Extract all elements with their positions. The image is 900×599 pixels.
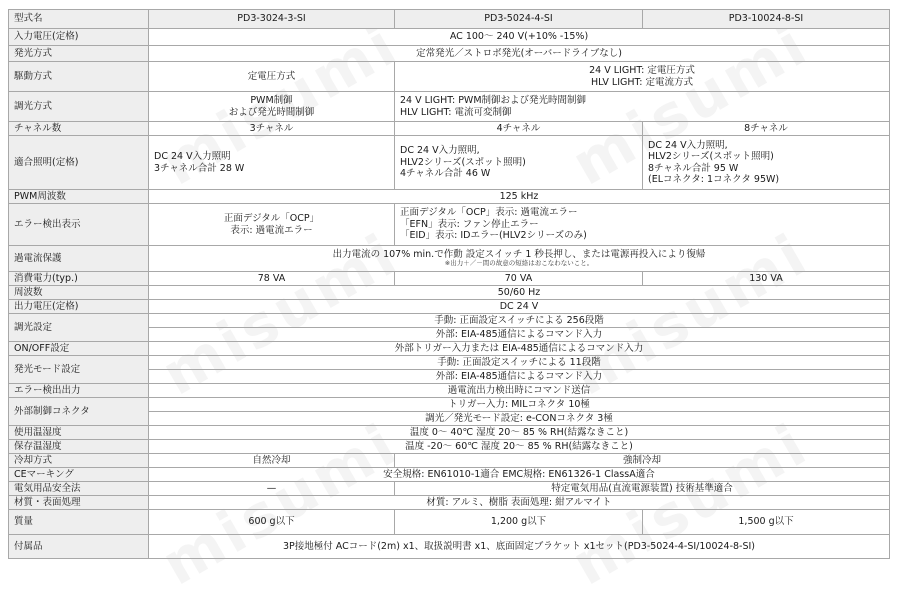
row-label: PWM周波数 bbox=[9, 190, 149, 204]
row-label: 保存温湿度 bbox=[9, 440, 149, 454]
table-row bbox=[9, 468, 890, 482]
table-row bbox=[9, 92, 890, 122]
value-line: HLV LIGHT: 定電流方式 bbox=[591, 76, 693, 88]
row-label: 過電流保護 bbox=[9, 246, 149, 272]
row-value: 130 VA bbox=[643, 272, 890, 286]
row-value: AC 100～ 240 V(+10% -15%) bbox=[149, 29, 890, 46]
row-label: 駆動方式 bbox=[9, 62, 149, 92]
model-name: PD3-10024-8-SI bbox=[643, 10, 890, 29]
value-line: HLV2シリーズ(スポット照明) bbox=[648, 151, 774, 163]
table-row bbox=[9, 29, 890, 46]
row-value bbox=[395, 92, 890, 122]
row-value: 安全規格: EN61010-1適合 EMC規格: EN61326-1 ClassA適合 bbox=[149, 468, 890, 482]
row-value: 材質: アルミ、樹脂 表面処理: 紺アルマイト bbox=[149, 496, 890, 510]
row-value: 特定電気用品(直流電源装置) 技術基準適合 bbox=[395, 482, 890, 496]
value-line: HLV2シリーズ(スポット照明) bbox=[400, 156, 526, 168]
table-row bbox=[9, 122, 890, 136]
value-line: 4チャネル合計 46 W bbox=[400, 168, 491, 180]
row-label: 消費電力(typ.) bbox=[9, 272, 149, 286]
table-row bbox=[9, 136, 890, 190]
model-label: 型式名 bbox=[9, 10, 149, 29]
table-row bbox=[9, 286, 890, 300]
table-row bbox=[9, 398, 890, 412]
row-value bbox=[395, 62, 890, 92]
row-label: 発光モード設定 bbox=[9, 356, 149, 384]
row-value: 50/60 Hz bbox=[149, 286, 890, 300]
table-header-row bbox=[9, 10, 890, 29]
row-value bbox=[149, 92, 395, 122]
row-value: 70 VA bbox=[395, 272, 643, 286]
row-value: トリガー入力: MILコネクタ 10極 bbox=[149, 398, 890, 412]
value-line: 表示: 過電流エラー bbox=[230, 224, 313, 236]
value-line: および発光時間制御 bbox=[228, 106, 315, 118]
value-line: 出力電流の 107% min.で作動 設定スイッチ 1 秒長押し、または電源再投入により復帰 bbox=[332, 248, 706, 260]
value-line: DC 24 V入力照明, bbox=[648, 139, 728, 151]
row-value bbox=[395, 204, 890, 246]
row-label: 冷却方式 bbox=[9, 454, 149, 468]
table-row bbox=[9, 496, 890, 510]
value-line: 24 V LIGHT: 定電圧方式 bbox=[589, 65, 695, 77]
value-line: (ELコネクタ: 1コネクタ 95W) bbox=[648, 173, 780, 185]
row-label: 外部制御コネクタ bbox=[9, 398, 149, 426]
table-row bbox=[9, 426, 890, 440]
row-label: 使用温湿度 bbox=[9, 426, 149, 440]
row-value: 強制冷却 bbox=[395, 454, 890, 468]
table-row bbox=[9, 204, 890, 246]
row-label: CEマーキング bbox=[9, 468, 149, 482]
table-row bbox=[9, 246, 890, 272]
value-line: 正面デジタル「OCP」 bbox=[223, 213, 320, 225]
spec-table bbox=[8, 9, 890, 559]
value-line: 「EFN」表示: ファン停止エラー bbox=[400, 218, 539, 230]
row-label: 調光方式 bbox=[9, 92, 149, 122]
row-label: エラー検出表示 bbox=[9, 204, 149, 246]
row-value: 外部トリガー入力または EIA-485通信によるコマンド入力 bbox=[149, 342, 890, 356]
row-label: 発光方式 bbox=[9, 46, 149, 62]
row-value bbox=[149, 246, 890, 272]
row-value: 3チャネル bbox=[149, 122, 395, 136]
row-label: 周波数 bbox=[9, 286, 149, 300]
row-label: 適合照明(定格) bbox=[9, 136, 149, 190]
value-line: DC 24 V入力照明 bbox=[154, 151, 231, 163]
row-value: 定常発光／ストロボ発光(オーバードライブなし) bbox=[149, 46, 890, 62]
value-line: 24 V LIGHT: PWM制御および発光時間制御 bbox=[400, 95, 587, 107]
table-row bbox=[9, 356, 890, 370]
row-value: — bbox=[149, 482, 395, 496]
row-value: 温度 0～ 40℃ 湿度 20～ 85 % RH(結露なきこと) bbox=[149, 426, 890, 440]
value-line: PWM制御 bbox=[250, 95, 293, 107]
row-value: 78 VA bbox=[149, 272, 395, 286]
table-row bbox=[9, 314, 890, 328]
row-value: 定電圧方式 bbox=[149, 62, 395, 92]
table-row bbox=[9, 482, 890, 496]
table-row bbox=[9, 535, 890, 559]
row-value: 1,200 g以下 bbox=[395, 510, 643, 535]
value-line: 正面デジタル「OCP」表示: 過電流エラー bbox=[400, 207, 578, 219]
row-label: チャネル数 bbox=[9, 122, 149, 136]
value-line: DC 24 V入力照明, bbox=[400, 145, 480, 157]
row-value bbox=[149, 204, 395, 246]
value-line: 「EID」表示: IDエラー(HLV2シリーズのみ) bbox=[400, 230, 587, 242]
table-row bbox=[9, 190, 890, 204]
table-row bbox=[9, 272, 890, 286]
row-value: 3P接地極付 ACコード(2m) x1、取扱説明書 x1、底面固定ブラケット x1セット(PD3-5024-4-SI/10024-8-SI) bbox=[149, 535, 890, 559]
row-value: 過電流出力検出時にコマンド送信 bbox=[149, 384, 890, 398]
row-value: 調光／発光モード設定: e-CONコネクタ 3極 bbox=[149, 412, 890, 426]
row-value: 125 kHz bbox=[149, 190, 890, 204]
table-row bbox=[9, 384, 890, 398]
table-row bbox=[9, 440, 890, 454]
row-value: 8チャネル bbox=[643, 122, 890, 136]
row-value: DC 24 V bbox=[149, 300, 890, 314]
row-value bbox=[149, 136, 395, 190]
table-row bbox=[9, 62, 890, 92]
row-value: 4チャネル bbox=[395, 122, 643, 136]
row-label: 質量 bbox=[9, 510, 149, 535]
row-value: 外部: EIA-485通信によるコマンド入力 bbox=[149, 328, 890, 342]
footnote: ※出力＋／－間の故意の短絡はおこなわないこと。 bbox=[444, 259, 594, 268]
model-name: PD3-3024-3-SI bbox=[149, 10, 395, 29]
row-value: 手動: 正面設定スイッチによる 256段階 bbox=[149, 314, 890, 328]
table-row bbox=[9, 510, 890, 535]
row-label: エラー検出出力 bbox=[9, 384, 149, 398]
row-label: 調光設定 bbox=[9, 314, 149, 342]
table-row bbox=[9, 454, 890, 468]
row-value: 1,500 g以下 bbox=[643, 510, 890, 535]
row-label: 付属品 bbox=[9, 535, 149, 559]
table-row bbox=[9, 300, 890, 314]
value-line: 3チャネル合計 28 W bbox=[154, 162, 245, 174]
row-value: 自然冷却 bbox=[149, 454, 395, 468]
row-value bbox=[643, 136, 890, 190]
row-label: 入力電圧(定格) bbox=[9, 29, 149, 46]
row-label: 出力電圧(定格) bbox=[9, 300, 149, 314]
value-line: HLV LIGHT: 電流可変制御 bbox=[400, 106, 512, 118]
row-value: 手動: 正面設定スイッチによる 11段階 bbox=[149, 356, 890, 370]
row-value: 600 g以下 bbox=[149, 510, 395, 535]
value-line: 8チャネル合計 95 W bbox=[648, 162, 739, 174]
table-row bbox=[9, 342, 890, 356]
model-name: PD3-5024-4-SI bbox=[395, 10, 643, 29]
row-value: 外部: EIA-485通信によるコマンド入力 bbox=[149, 370, 890, 384]
row-label: 材質・表面処理 bbox=[9, 496, 149, 510]
row-label: 電気用品安全法 bbox=[9, 482, 149, 496]
row-value: 温度 -20～ 60℃ 湿度 20～ 85 % RH(結露なきこと) bbox=[149, 440, 890, 454]
row-value bbox=[395, 136, 643, 190]
table-row bbox=[9, 46, 890, 62]
row-label: ON/OFF設定 bbox=[9, 342, 149, 356]
